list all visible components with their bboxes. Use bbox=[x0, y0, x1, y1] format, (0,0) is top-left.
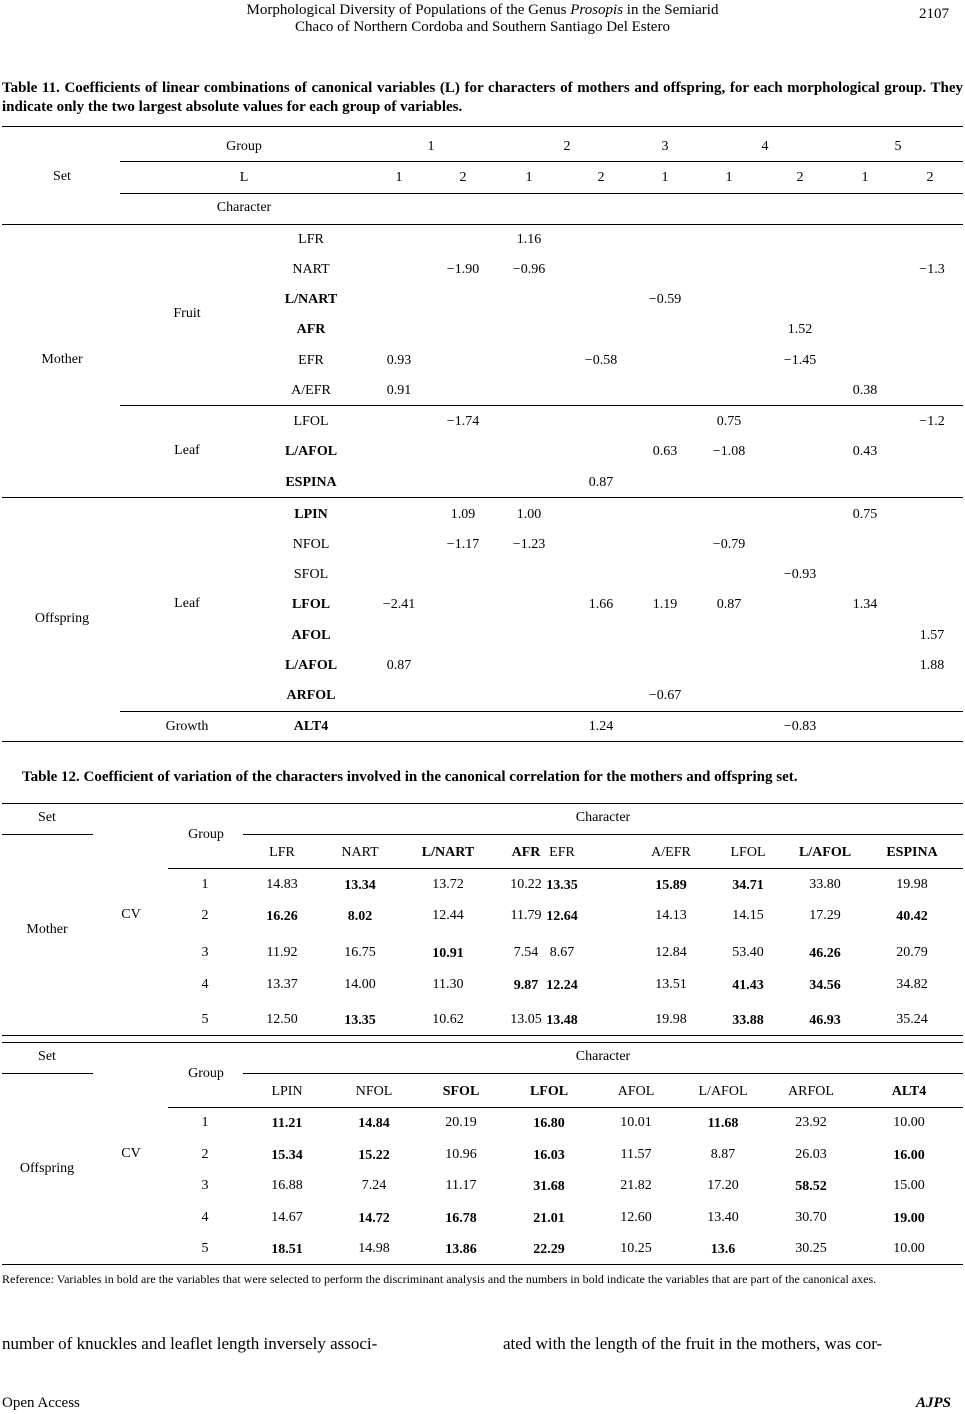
table12-value: 10.00 bbox=[893, 1241, 925, 1256]
table12-reference-note: Reference: Variables in bold are the variables that were selected to perform the discriminant analysis and the numbers in bold indicate the variables that are part of the canonical axes. bbox=[2, 1272, 877, 1286]
table11-value: 1.19 bbox=[652, 597, 678, 612]
table12-value: 31.68 bbox=[533, 1179, 565, 1194]
table11-value: −0.93 bbox=[783, 567, 817, 582]
table11-character: LFOL bbox=[291, 597, 331, 612]
table12-value: 19.00 bbox=[893, 1211, 925, 1226]
table12-value: 46.26 bbox=[809, 946, 841, 961]
table12-value: 16.88 bbox=[271, 1178, 303, 1193]
table12-value: 11.30 bbox=[432, 977, 464, 992]
table11-l-value: 2 bbox=[796, 170, 804, 185]
table12-set-header: Set bbox=[38, 1049, 56, 1064]
table12-value: 12.60 bbox=[620, 1210, 652, 1225]
table11-rule bbox=[120, 405, 963, 406]
table11-value: −0.96 bbox=[512, 262, 546, 277]
table12-group-number: 3 bbox=[201, 1178, 209, 1193]
table11-character: SFOL bbox=[293, 567, 329, 582]
running-header-line1: Morphological Diversity of Populations of the Genus Prosopis in the Semiarid bbox=[246, 2, 719, 18]
table12-value: 16.03 bbox=[533, 1148, 565, 1163]
table12-value: 53.40 bbox=[732, 945, 764, 960]
footer-journal: AJPS bbox=[916, 1395, 952, 1411]
table12-value: 35.24 bbox=[896, 1012, 928, 1027]
table11-head-rule bbox=[120, 161, 963, 162]
table11-character: ALT4 bbox=[293, 719, 329, 734]
table12-character-header: Character bbox=[575, 810, 631, 825]
table12-char-header: AFOL bbox=[617, 1084, 655, 1099]
table11-head-bottom-rule bbox=[2, 224, 963, 225]
table12-group-number: 1 bbox=[201, 877, 209, 892]
table12-value: 20.19 bbox=[445, 1115, 477, 1130]
table12-rule bbox=[243, 834, 963, 835]
table12-value: 23.92 bbox=[795, 1115, 827, 1130]
table11-group-number: 3 bbox=[661, 139, 669, 154]
table12-value: 34.56 bbox=[809, 978, 841, 993]
table11-character: LFR bbox=[298, 232, 324, 247]
table12-value: 13.37 bbox=[266, 977, 298, 992]
table12-value: 13.05 bbox=[510, 1012, 542, 1027]
table12-value: 19.98 bbox=[655, 1012, 687, 1027]
table12-value: 14.98 bbox=[358, 1241, 390, 1256]
table12-value: 10.91 bbox=[432, 946, 464, 961]
table12-value: 10.96 bbox=[445, 1147, 477, 1162]
table11-value: 0.75 bbox=[852, 507, 878, 522]
table12-group-number: 5 bbox=[201, 1012, 209, 1027]
table12-group-number: 4 bbox=[201, 977, 209, 992]
table12-value: 46.93 bbox=[809, 1013, 841, 1028]
table11-value: 0.38 bbox=[852, 383, 878, 398]
table11-subset-leaf: Leaf bbox=[174, 443, 200, 458]
table12-caption: Table 12. Coefficient of variation of the characters involved in the canonical correlation for the mothers and offspring set. bbox=[22, 769, 798, 785]
table11-value: −0.58 bbox=[584, 353, 618, 368]
table12-value: 11.68 bbox=[707, 1116, 739, 1131]
table12-value: 16.26 bbox=[266, 909, 298, 924]
table12-value: 15.89 bbox=[655, 878, 687, 893]
table12-value: 12.50 bbox=[266, 1012, 298, 1027]
table11-head-rule-2 bbox=[120, 193, 963, 194]
table11-character: AFR bbox=[296, 322, 326, 337]
table12-value: 13.51 bbox=[655, 977, 687, 992]
table12-group-number: 5 bbox=[201, 1241, 209, 1256]
table12-value: 30.25 bbox=[795, 1241, 827, 1256]
table11-value: −1.3 bbox=[919, 262, 945, 277]
table11-rule bbox=[2, 497, 963, 498]
table11-value: 1.52 bbox=[787, 322, 813, 337]
table12-value: 8.02 bbox=[347, 909, 373, 924]
table11-set-mother: Mother bbox=[41, 352, 83, 367]
table11-l-value: 2 bbox=[459, 170, 467, 185]
table11-l-value: 2 bbox=[597, 170, 605, 185]
table12-char-header: L/AFOL bbox=[698, 1084, 748, 1099]
table11-value: 1.57 bbox=[919, 628, 945, 643]
table11-value: −1.2 bbox=[919, 414, 945, 429]
table11-value: −2.41 bbox=[382, 597, 416, 612]
table12-bottom-rule bbox=[2, 1264, 963, 1265]
table12-value: 13.35 bbox=[546, 878, 578, 893]
table11-group-header: Group bbox=[226, 139, 262, 154]
table12-group-number: 2 bbox=[201, 908, 209, 923]
table11-character-header: Character bbox=[216, 200, 272, 215]
table11-rule bbox=[120, 711, 963, 712]
table12-value: 18.51 bbox=[271, 1242, 303, 1257]
table11-character: ESPINA bbox=[285, 475, 337, 490]
running-header bbox=[150, 2, 815, 36]
table11-value: −1.08 bbox=[712, 444, 746, 459]
table12-char-header: LFOL bbox=[529, 1084, 569, 1099]
table11-value: −1.90 bbox=[446, 262, 480, 277]
table12-char-header: ALT4 bbox=[891, 1084, 927, 1099]
table12-value: 33.80 bbox=[809, 877, 841, 892]
table11-caption: Table 11. Coefficients of linear combinations of canonical variables (L) for characters of mothers and offspring, for each morphological group. They indicate only the two largest absolute values for each group of variables. bbox=[2, 80, 963, 115]
table12-value: 33.88 bbox=[732, 1013, 764, 1028]
table12-value: 20.79 bbox=[896, 945, 928, 960]
table12-value: 15.22 bbox=[358, 1148, 390, 1163]
table11-group-number: 2 bbox=[563, 139, 571, 154]
table12-char-header: LPIN bbox=[271, 1084, 303, 1099]
table12-value: 21.01 bbox=[533, 1211, 565, 1226]
table12-value: 26.03 bbox=[795, 1147, 827, 1162]
table12-value: 14.13 bbox=[655, 908, 687, 923]
table11-character: LFOL bbox=[293, 414, 329, 429]
table11-value: 0.91 bbox=[386, 383, 412, 398]
table11-character: AFOL bbox=[291, 628, 331, 643]
table12-value: 10.22 bbox=[510, 877, 542, 892]
table12-rule bbox=[2, 834, 93, 835]
table12-value: 34.71 bbox=[732, 878, 764, 893]
table11-character: L/NART bbox=[284, 292, 338, 307]
table12-character-header: Character bbox=[575, 1049, 631, 1064]
table11-subset-fruit: Fruit bbox=[173, 306, 201, 321]
running-header-line2: Chaco of Northern Cordoba and Southern Santiago Del Estero bbox=[295, 19, 670, 35]
table12-value: 13.48 bbox=[546, 1013, 578, 1028]
table12-char-header: L/NART bbox=[421, 845, 475, 860]
table12-value: 10.01 bbox=[620, 1115, 652, 1130]
table12-value: 14.84 bbox=[358, 1116, 390, 1131]
table12-value: 12.84 bbox=[655, 945, 687, 960]
table12-value: 12.24 bbox=[546, 978, 578, 993]
table12-set-header: Set bbox=[38, 810, 56, 825]
table12-value: 13.72 bbox=[432, 877, 464, 892]
table12-value: 17.20 bbox=[707, 1178, 739, 1193]
table12-value: 13.40 bbox=[707, 1210, 739, 1225]
table12-group-number: 2 bbox=[201, 1147, 209, 1162]
table12-offspring-top-rule bbox=[2, 1042, 963, 1043]
table12-value: 10.00 bbox=[893, 1115, 925, 1130]
table12-value: 8.87 bbox=[710, 1147, 736, 1162]
table12-value: 30.70 bbox=[795, 1210, 827, 1225]
body-text-left: number of knuckles and leaflet length inversely associ- bbox=[2, 1334, 378, 1353]
table12-cv-label: CV bbox=[121, 1146, 141, 1161]
table12-cv-label: CV bbox=[121, 907, 141, 922]
table12-value: 58.52 bbox=[795, 1179, 827, 1194]
table11-character: EFR bbox=[298, 353, 324, 368]
table11-value: −0.59 bbox=[648, 292, 682, 307]
table12-group-header: Group bbox=[188, 827, 224, 842]
table11-value: −0.79 bbox=[712, 537, 746, 552]
table12-value: 14.15 bbox=[732, 908, 764, 923]
table11-top-rule bbox=[2, 126, 963, 127]
table11-value: 0.63 bbox=[652, 444, 678, 459]
footer-open-access: Open Access bbox=[2, 1395, 80, 1411]
table12-group-number: 3 bbox=[201, 945, 209, 960]
table12-value: 17.29 bbox=[809, 908, 841, 923]
table12-char-header: ESPINA bbox=[886, 845, 938, 860]
table11-character: ARFOL bbox=[286, 688, 336, 703]
table11-character: NFOL bbox=[292, 537, 330, 552]
table12-char-header: SFOL bbox=[442, 1084, 480, 1099]
table12-value: 14.00 bbox=[344, 977, 376, 992]
table11-value: −0.83 bbox=[783, 719, 817, 734]
table11-value: 0.75 bbox=[716, 414, 742, 429]
table12-value: 21.82 bbox=[620, 1178, 652, 1193]
table11-character: LPIN bbox=[294, 507, 328, 522]
table12-rule bbox=[243, 1073, 963, 1074]
table12-value: 16.80 bbox=[533, 1116, 565, 1131]
page-number: 2107 bbox=[919, 6, 949, 22]
table11-value: −1.74 bbox=[446, 414, 480, 429]
table11-l-header: L bbox=[239, 170, 249, 185]
table12-value: 16.78 bbox=[445, 1211, 477, 1226]
table11-l-value: 1 bbox=[725, 170, 733, 185]
table11-group-number: 5 bbox=[894, 139, 902, 154]
table12-group-header: Group bbox=[188, 1066, 224, 1081]
table11-l-value: 1 bbox=[395, 170, 403, 185]
table11-character: A/EFR bbox=[291, 383, 331, 398]
table11-set-header: Set bbox=[53, 169, 71, 184]
table12-char-header: NFOL bbox=[355, 1084, 393, 1099]
table12-value: 14.72 bbox=[358, 1211, 390, 1226]
table11-value: −1.45 bbox=[783, 353, 817, 368]
table12-value: 19.98 bbox=[896, 877, 928, 892]
table12-value: 13.86 bbox=[445, 1242, 477, 1257]
table12-mother-bottom-rule bbox=[2, 1035, 963, 1036]
table11-value: 1.66 bbox=[588, 597, 614, 612]
table12-char-header: AFR bbox=[511, 845, 541, 860]
table12-value: 7.24 bbox=[361, 1178, 387, 1193]
table11-character: L/AFOL bbox=[284, 658, 338, 673]
table12-char-header: L/AFOL bbox=[798, 845, 852, 860]
table11-l-value: 1 bbox=[861, 170, 869, 185]
table12-value: 8.67 bbox=[549, 945, 575, 960]
table11-group-number: 1 bbox=[427, 139, 435, 154]
table12-value: 15.34 bbox=[271, 1148, 303, 1163]
table12-value: 41.43 bbox=[732, 978, 764, 993]
table12-value: 13.6 bbox=[710, 1242, 736, 1257]
table11-value: 1.34 bbox=[852, 597, 878, 612]
table11-value: 1.16 bbox=[516, 232, 542, 247]
table12-value: 13.35 bbox=[344, 1013, 376, 1028]
table12-value: 13.34 bbox=[344, 878, 376, 893]
table12-group-number: 1 bbox=[201, 1115, 209, 1130]
table12-group-number: 4 bbox=[201, 1210, 209, 1225]
table11-value: −1.17 bbox=[446, 537, 480, 552]
table11-value: 1.09 bbox=[450, 507, 476, 522]
table11-value: 1.24 bbox=[588, 719, 614, 734]
table11-value: 1.00 bbox=[516, 507, 542, 522]
table12-char-header: LFOL bbox=[730, 845, 766, 860]
table12-value: 14.83 bbox=[266, 877, 298, 892]
table11-l-value: 2 bbox=[926, 170, 934, 185]
table11-l-value: 1 bbox=[661, 170, 669, 185]
table12-char-header: EFR bbox=[549, 845, 575, 860]
table12-value: 16.00 bbox=[893, 1148, 925, 1163]
table12-value: 11.79 bbox=[510, 908, 542, 923]
table11-value: 0.87 bbox=[716, 597, 742, 612]
table12-char-header: NART bbox=[341, 845, 379, 860]
table11-value: 0.87 bbox=[588, 475, 614, 490]
table12-value: 11.57 bbox=[620, 1147, 652, 1162]
table12-value: 14.67 bbox=[271, 1210, 303, 1225]
table12-char-header: LFR bbox=[269, 845, 295, 860]
table12-value: 7.54 bbox=[513, 945, 539, 960]
table12-rule bbox=[168, 1107, 963, 1108]
table12-value: 22.29 bbox=[533, 1242, 565, 1257]
table12-rule bbox=[2, 1073, 93, 1074]
table11-value: 0.43 bbox=[852, 444, 878, 459]
table11-character: L/AFOL bbox=[284, 444, 338, 459]
table12-value: 12.44 bbox=[432, 908, 464, 923]
table12-value: 34.82 bbox=[896, 977, 928, 992]
table11-character: NART bbox=[292, 262, 330, 277]
table11-value: 1.88 bbox=[919, 658, 945, 673]
table12-char-header: ARFOL bbox=[788, 1084, 834, 1099]
table12-value: 16.75 bbox=[344, 945, 376, 960]
table11-subset-leaf: Leaf bbox=[174, 596, 200, 611]
table11-group-number: 4 bbox=[761, 139, 769, 154]
table12-value: 9.87 bbox=[513, 978, 539, 993]
table12-mother-top-rule bbox=[2, 803, 963, 804]
table12-value: 15.00 bbox=[893, 1178, 925, 1193]
table12-rule bbox=[168, 868, 963, 869]
table12-value: 11.92 bbox=[266, 945, 298, 960]
table12-set-name: Mother bbox=[26, 922, 68, 937]
table11-value: 0.87 bbox=[386, 658, 412, 673]
table12-value: 12.64 bbox=[546, 909, 578, 924]
table11-subset-growth: Growth bbox=[165, 719, 209, 734]
table11-value: 0.93 bbox=[386, 353, 412, 368]
table12-set-name: Offspring bbox=[19, 1161, 75, 1176]
table11-value: −0.67 bbox=[648, 688, 682, 703]
body-text-right: ated with the length of the fruit in the mothers, was cor- bbox=[503, 1334, 883, 1353]
table12-value: 10.25 bbox=[620, 1241, 652, 1256]
table12-char-header: A/EFR bbox=[651, 845, 691, 860]
table11-l-value: 1 bbox=[525, 170, 533, 185]
table12-value: 40.42 bbox=[896, 909, 928, 924]
table11-value: −1.23 bbox=[512, 537, 546, 552]
table12-value: 11.21 bbox=[271, 1116, 303, 1131]
table11-bottom-rule bbox=[2, 741, 963, 742]
table11-set-offspring: Offspring bbox=[34, 611, 90, 626]
table12-value: 10.62 bbox=[432, 1012, 464, 1027]
table12-value: 11.17 bbox=[445, 1178, 477, 1193]
